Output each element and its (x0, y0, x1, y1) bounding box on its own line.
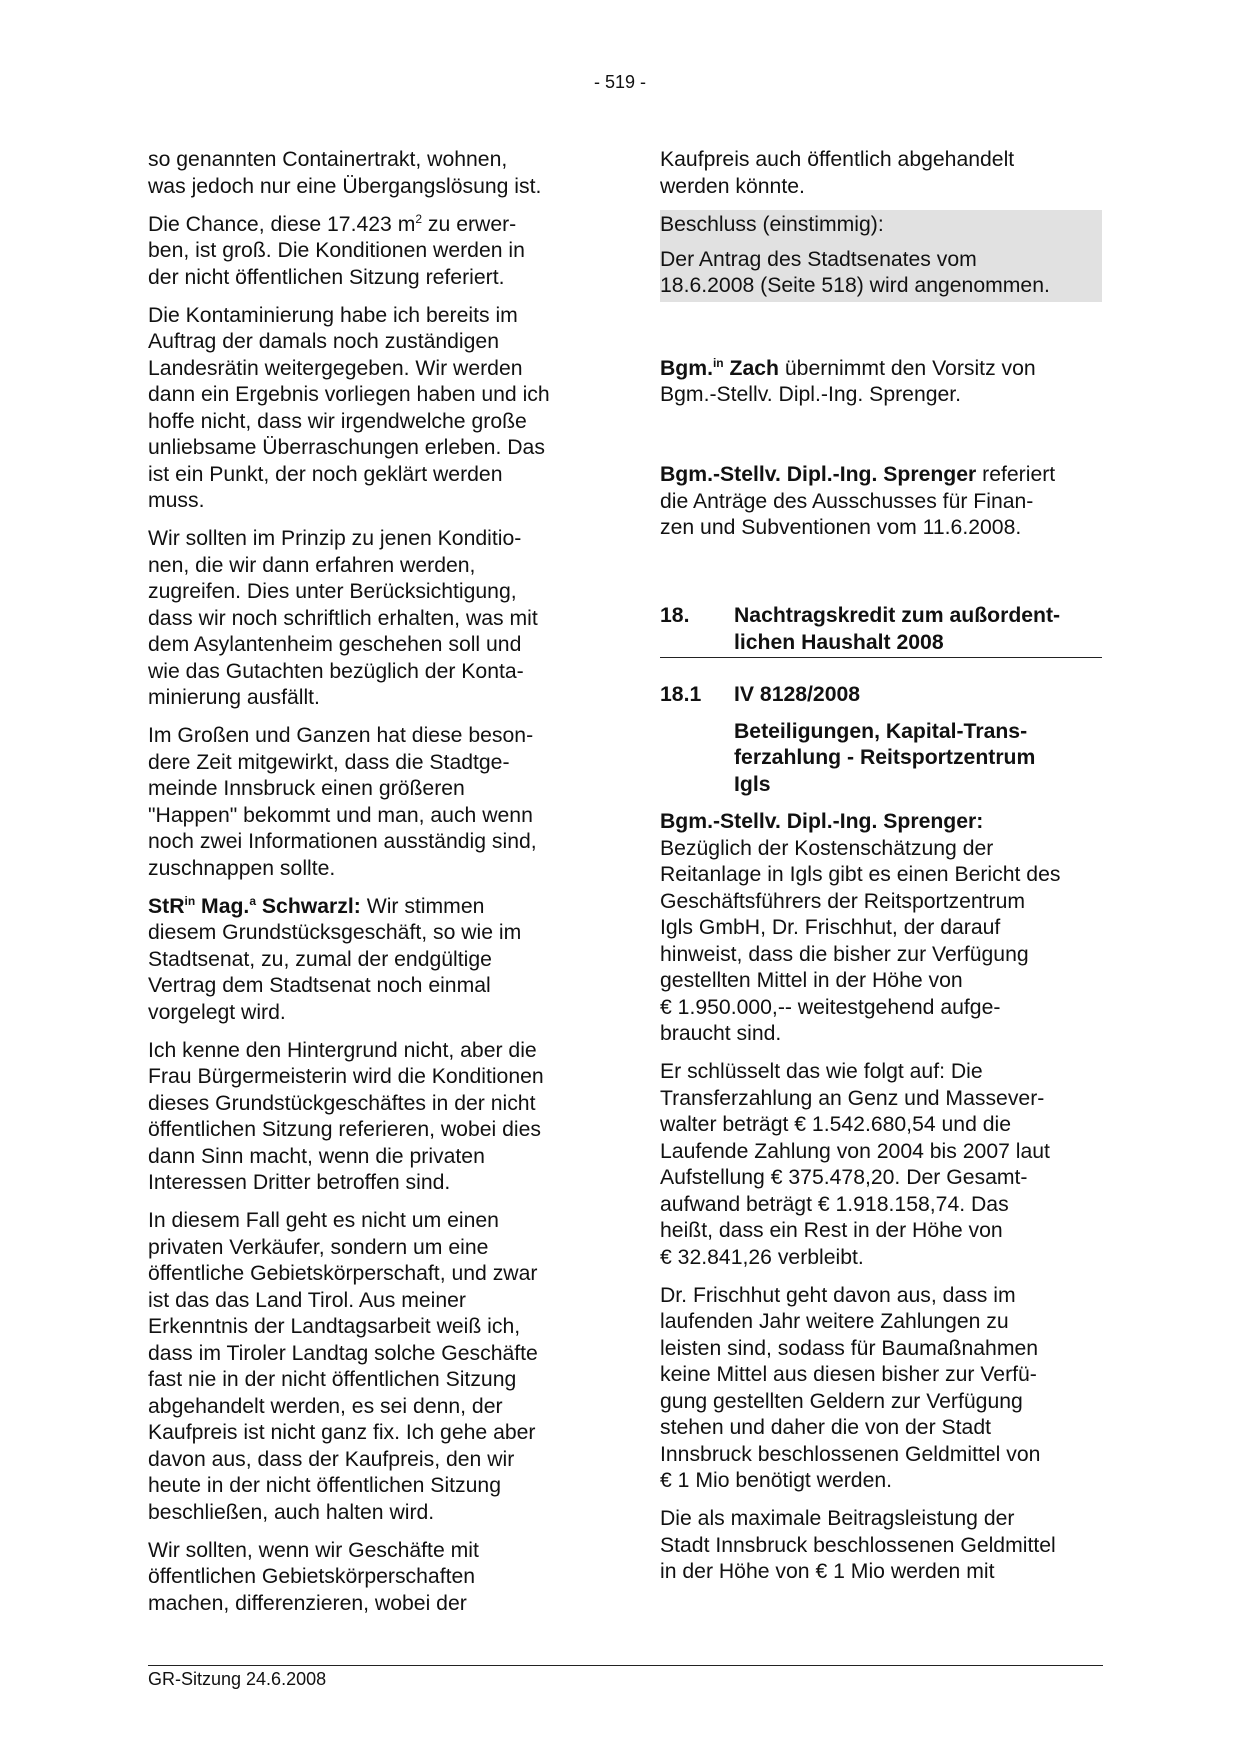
paragraph: Er schlüsselt das wie folgt auf: Die Transferzahlung an Genz und Massever- walter beträgt € 1.542.680,54 und die Laufende Zahlung von 2004 bis 2007 laut Aufstellung € 375.478,20. Der Gesamt- aufwand beträgt € 1.918.158,74. Das heißt, dass ein Rest in der Höhe von € 32.841,26 verbleibt. (660, 1060, 1050, 1269)
paragraph: In diesem Fall geht es nicht um einen privaten Verkäufer, sondern um eine öffentliche Gebietskörperschaft, und zwar ist das das Land Tirol. Aus meiner Erkenntnis der Landtagsarbeit weiß ich, dass im Tiroler Landtag solche Geschäfte fast nie in der nicht öffentlichen Sitzung abgehandelt werden, es sei denn, der Kaufpreis ist nicht ganz fix. Ich gehe aber davon aus, dass der Kaufpreis, den wir heute in der nicht öffentlichen Sitzung beschließen, auch halten wird. (148, 1209, 538, 1524)
resolution-label: Beschluss (einstimmig): (660, 213, 884, 236)
paragraph: Kaufpreis auch öffentlich abgehandelt werden könnte. (660, 148, 1015, 198)
paragraph: Die Chance, diese 17.423 $m^2$ zu erwer- ben, ist groß. Die Konditionen werden in der nicht öffentlichen Sitzung referiert. (148, 211, 525, 289)
footer-text: GR-Sitzung 24.6.2008 (148, 1669, 327, 1689)
page-number: - 519 - (593, 72, 647, 92)
agenda-item-18 (660, 603, 1102, 658)
paragraph: Wir sollten im Prinzip zu jenen Konditio- nen, die wir dann erfahren werden, zugreifen. Dies unter Berücksichtigung, dass wir noch schriftlich erhalten, was mit dem Asylantenheim geschehen soll und wie das Gutachten bezüglich der Konta- minierung ausfällt. (148, 527, 538, 709)
left-column (148, 147, 588, 1629)
paragraph: Im Großen und Ganzen hat diese beson- dere Zeit mitgewirkt, dass die Stadtge- meinde Innsbruck einen größeren "Happen" bekommt und man, auch wenn noch zwei Informationen ausständig sind, zuschnappen sollte. (148, 724, 537, 880)
speaker-name: Bgm.$^{in}$ Zach (660, 355, 779, 380)
speech-paragraph: Bgm.-Stellv. Dipl.-Ing. Sprenger: Bezüglich der Kostenschätzung der Reitanlage in Igls gibt es einen Bericht des Geschäftsführers der Reitsportzentrum Igls GmbH, Dr. Frischhut, der darauf hinweist, dass die bisher zur Verfügung gestellten Mittel in der Höhe von € 1.950.000,-- weitestgehend aufge- braucht sind. (660, 810, 1061, 1045)
speaker-name: StR$^{in}$ Mag.$^a$ Schwarzl: (148, 893, 361, 918)
agenda-item-number: 18. (660, 604, 690, 627)
agenda-item-number: 18.1 (660, 683, 702, 706)
paragraph: Wir sollten, wenn wir Geschäfte mit öffentlichen Gebietskörperschaften machen, differenzieren, wobei der (148, 1538, 479, 1615)
speaker-name: Bgm.-Stellv. Dipl.-Ing. Sprenger: (660, 810, 984, 833)
agenda-item-title: Nachtragskredit zum außordent- lichen Haushalt 2008 (734, 604, 1061, 654)
speaker-paragraph: StR$^{in}$ Mag.$^a$ Schwarzl: Wir stimmen diesem Grundstücksgeschäft, so wie im Stadtsenat, zu, zumal der endgültige Vertrag dem Stadtsenat noch einmal vorgelegt wird. (148, 893, 522, 1024)
paragraph: Die Kontaminierung habe ich bereits im Auftrag der damals noch zuständigen Landesrätin weitergegeben. Wir werden dann ein Ergebnis vorliegen haben und ich hoffe nicht, dass wir irgendwelche große unliebsame Überraschungen erleben. Das ist ein Punkt, der noch geklärt werden muss. (148, 303, 550, 512)
resolution-text: Der Antrag des Stadtsenates vom 18.6.2008 (Seite 518) wird angenommen. (660, 247, 1050, 297)
paragraph: Ich kenne den Hintergrund nicht, aber die Frau Bürgermeisterin wird die Konditionen dieses Grundstückgeschäftes in der nicht öffentlichen Sitzung referieren, wobei dies dann Sinn macht, wenn die privaten Interessen Dritter betroffen sind. (148, 1038, 544, 1194)
paragraph: Die als maximale Beitragsleistung der Stadt Innsbruck beschlossenen Geldmittel in der Höhe von € 1 Mio werden mit (660, 1507, 1056, 1583)
footer-divider (148, 1665, 1103, 1666)
agenda-item-18-1 (660, 682, 1102, 709)
agenda-item-code: IV 8128/2008 (734, 683, 861, 706)
paragraph: so genannten Containertrakt, wohnen, was jedoch nur eine Übergangslösung ist. (148, 148, 542, 198)
paragraph: Dr. Frischhut geht davon aus, dass im laufenden Jahr weitere Zahlungen zu leisten sind, sodass für Baumaßnahmen keine Mittel aus diesen bisher zur Verfü- gung gestellten Geldern zur Verfügung stehen und daher die von der Stadt Innsbruck beschlossenen Geldmittel von € 1 Mio benötigt werden. (660, 1283, 1041, 1492)
resolution-box (660, 210, 1102, 302)
agenda-item-subtitle: Beteiligungen, Kapital-Trans- ferzahlung - Reitsportzentrum Igls (734, 719, 1036, 796)
report-paragraph: Bgm.-Stellv. Dipl.-Ing. Sprenger referiert die Anträge des Ausschusses für Finan- zen und Subventionen vom 11.6.2008. (660, 463, 1056, 539)
right-column (660, 147, 1102, 1597)
chair-change-paragraph: Bgm.$^{in}$ Zach übernimmt den Vorsitz von Bgm.-Stellv. Dipl.-Ing. Sprenger. (660, 355, 1036, 406)
speaker-name: Bgm.-Stellv. Dipl.-Ing. Sprenger (660, 463, 977, 486)
